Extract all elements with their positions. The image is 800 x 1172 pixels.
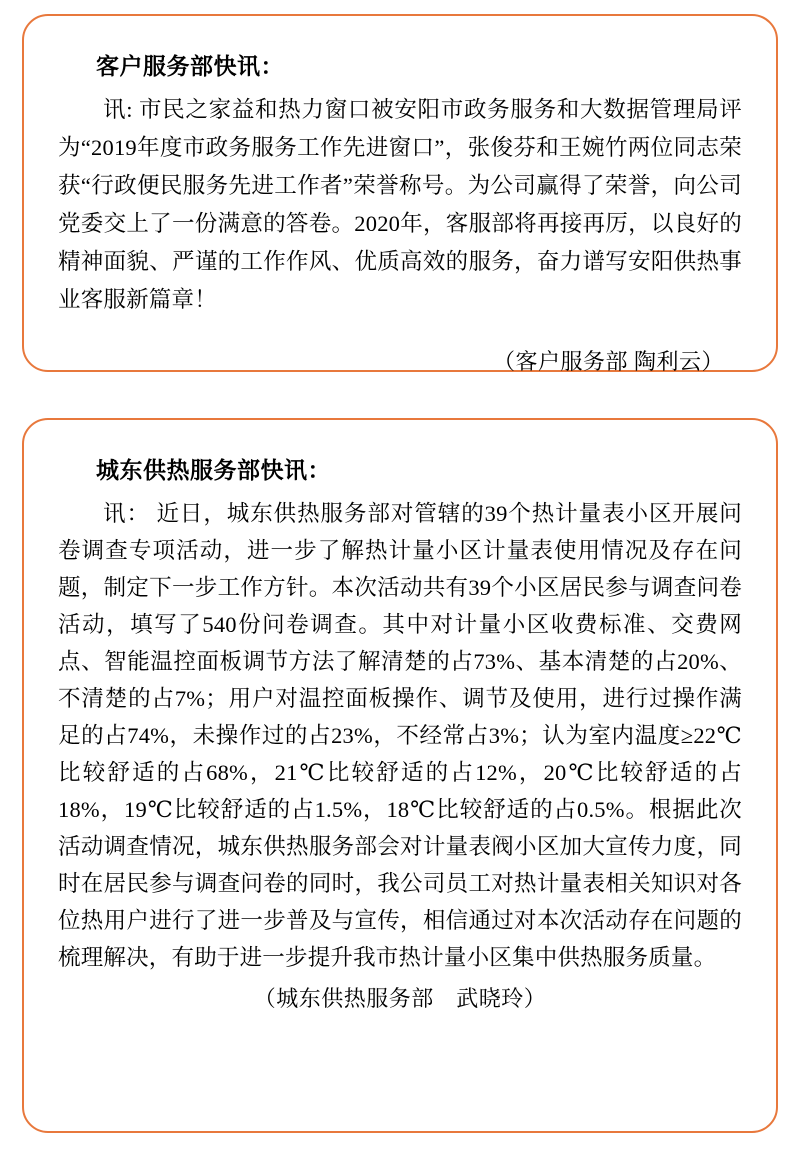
bulletin-title: 客户服务部快讯： <box>96 54 284 79</box>
bulletin-title: 城东供热服务部快讯： <box>96 458 331 483</box>
bulletin-card-customer-service <box>22 14 778 372</box>
bulletin-signature: （城东供热服务部 武晓玲） <box>253 986 547 1011</box>
bulletin-body: 讯： 近日，城东供热服务部对管辖的39个热计量表小区开展问卷调查专项活动，进一步了解热计量小区计量表使用情况及存在问题，制定下一步工作方针。本次活动共有39个小区居民参与调查问卷活动，填写了540份问卷调查。其中对计量小区收费标准、交费网点、智能温控面板调节方法了解清楚的占73%、基本清楚的占20%、不清楚的占7%；用户对温控面板操作、调节及使用，进行过操作满足的占74%，未操作过的占23%，不经常占3%；认为室内温度≥22℃比较舒适的占68%，21℃比较舒适的占12%，20℃比较舒适的占18%，19℃比较舒适的占1.5%，18℃比较舒适的占0.5%。根据此次活动调查情况，城东供热服务部会对计量表阀小区加大宣传力度，同时在居民参与调查问卷的同时，我公司员工对热计量表相关知识对各位热用户进行了进一步普及与宣传，相信通过对本次活动存在问题的梳理解决，有助于进一步提升我市热计量小区集中供热服务质量。 <box>58 501 742 970</box>
section-spacer <box>22 372 778 418</box>
bulletin-body: 讯: 市民之家益和热力窗口被安阳市政务服务和大数据管理局评为“2019年度市政务服务工作先进窗口”，张俊芬和王婉竹两位同志荣获“行政便民服务先进工作者”荣誉称号。为公司赢得了荣誉，向公司党委交上了一份满意的答卷。2020年，客服部将再接再厉，以良好的精神面貌、严谨的工作作风、优质高效的服务，奋力谱写安阳供热事业客服新篇章！ <box>58 97 742 312</box>
bulletin-signature: （客户服务部 陶利云） <box>492 349 724 374</box>
bulletin-card-east-city-heating <box>22 418 778 1133</box>
